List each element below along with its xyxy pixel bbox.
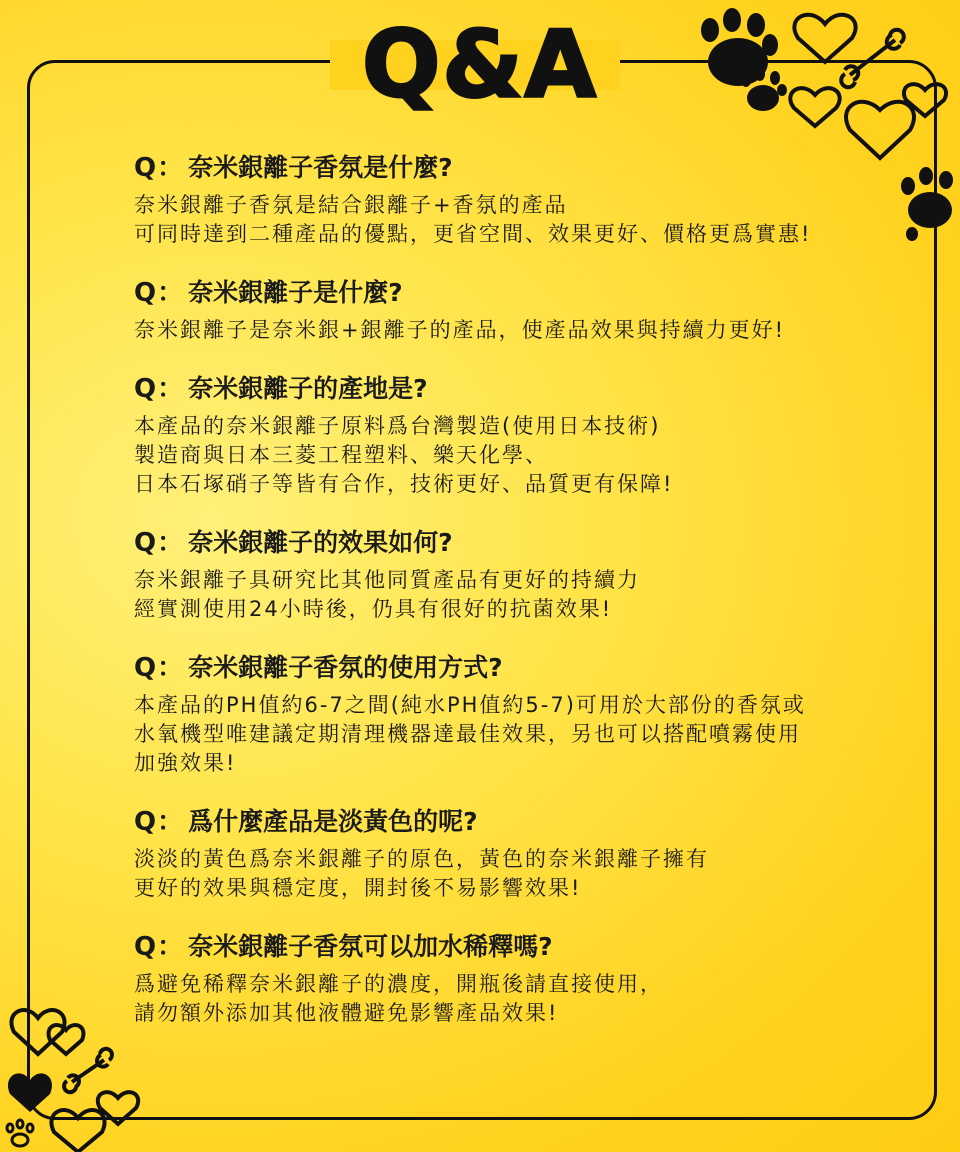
qa-item [134,525,894,624]
question [134,929,894,965]
heart-icon [904,84,946,116]
question [134,275,894,311]
question [134,804,894,840]
question [134,650,894,686]
qa-list [134,150,894,1054]
qa-item [134,150,894,249]
bone-icon [64,1049,112,1092]
answer-line: 奈米銀離子具研究比其他同質產品有更好的持續力 [134,568,640,592]
answer-line: 製造商與日本三菱工程塑料、樂天化學、 [134,443,548,467]
answer-line: 爲避免稀釋奈米銀離子的濃度，開瓶後請直接使用， [134,972,663,996]
qa-item [134,804,894,903]
question-text: 奈米銀離子香氛是什麼? [188,153,453,182]
page-title: Q&A [362,11,598,118]
paw-print-icon [701,8,778,86]
answer [134,191,894,249]
qa-item [134,929,894,1028]
answer-line: 本產品的PH值約6-7之間(純水PH值約5-7)可用於大部份的香氛或 [134,693,806,717]
question-text: 奈米銀離子的效果如何? [188,528,453,557]
answer [134,845,894,903]
answer-line: 奈米銀離子是奈米銀+銀離子的產品，使產品效果與持續力更好! [134,318,786,342]
answer-line: 更好的效果與穩定度，開封後不易影響效果! [134,876,582,900]
answer-line: 可同時達到二種產品的優點，更省空間、效果更好、價格更爲實惠! [134,222,812,246]
q-prefix: Q： [134,374,185,404]
paw-print-icon [741,67,787,111]
question-text: 爲什麼產品是淡黃色的呢? [188,807,478,836]
heart-icon [794,15,855,62]
answer-line: 本產品的奈米銀離子原料爲台灣製造(使用日本技術) [134,414,661,438]
paw-print-icon [7,1120,33,1146]
heart-icon [51,1110,104,1152]
answer [134,970,894,1028]
question [134,371,894,407]
q-prefix: Q： [134,653,185,683]
answer [134,691,894,778]
qa-item [134,275,894,345]
answer-line: 日本石塚硝子等皆有合作，技術更好、品質更有保障! [134,472,674,496]
question-text: 奈米銀離子香氛的使用方式? [188,653,503,682]
answer-line: 淡淡的黃色爲奈米銀離子的原色，黃色的奈米銀離子擁有 [134,847,709,871]
q-prefix: Q： [134,807,185,837]
question-text: 奈米銀離子是什麼? [188,278,403,307]
answer-line: 加強效果! [134,751,237,775]
question [134,525,894,561]
question-text: 奈米銀離子的產地是? [188,374,428,403]
answer [134,566,894,624]
q-prefix: Q： [134,278,185,308]
question [134,150,894,186]
answer-line: 經實測使用24小時後，仍具有很好的抗菌效果! [134,597,613,621]
answer [134,412,894,499]
q-prefix: Q： [134,528,185,558]
heart-icon [8,1073,52,1112]
heart-icon [790,88,839,126]
answer-line: 請勿額外添加其他液體避免影響產品效果! [134,1001,559,1025]
qa-item [134,650,894,778]
qa-item [134,371,894,499]
q-prefix: Q： [134,153,185,183]
answer-line: 水氧機型唯建議定期清理機器達最佳效果，另也可以搭配噴霧使用 [134,722,801,746]
question-text: 奈米銀離子香氛可以加水稀釋嗎? [188,932,553,961]
q-prefix: Q： [134,932,185,962]
paw-print-icon [901,167,953,241]
answer-line: 奈米銀離子香氛是結合銀離子+香氛的產品 [134,193,568,217]
answer [134,316,894,345]
